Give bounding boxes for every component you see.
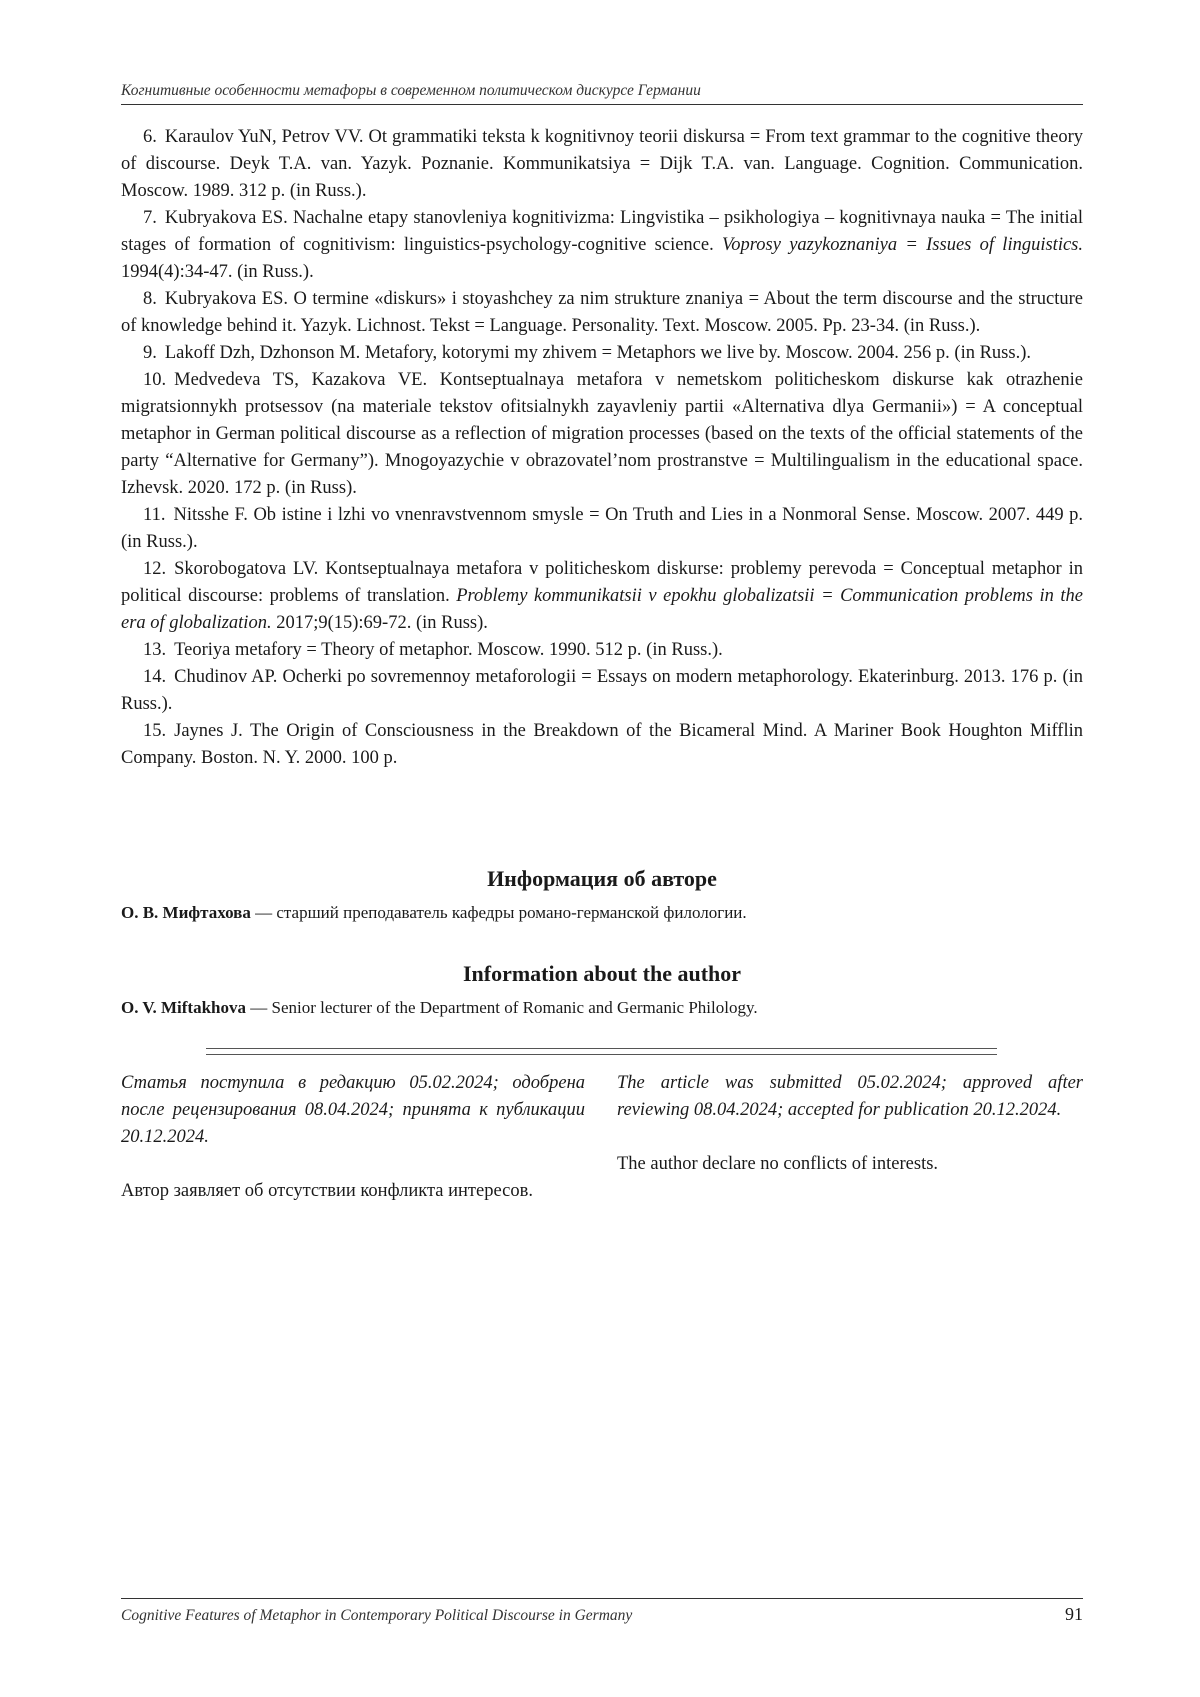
reference-item	[121, 502, 1083, 556]
reference-item	[121, 205, 1083, 286]
reference-number: 13.	[143, 640, 167, 660]
reference-details: 1994(4):34-47. (in Russ.).	[121, 262, 314, 282]
conflict-statement-ru: Автор заявляет об отсутствии конфликта интересов.	[121, 1181, 533, 1201]
author-name-en: O. V. Miftakhova	[121, 998, 247, 1017]
running-head: Когнитивные особенности метафоры в современном политическом дискурсе Германии	[121, 78, 1083, 105]
reference-item	[121, 637, 1083, 664]
reference-item	[121, 718, 1083, 772]
reference-number: 8.	[143, 289, 157, 309]
reference-item	[121, 556, 1083, 637]
author-info-heading-en: Information about the author	[462, 961, 742, 986]
reference-item	[121, 340, 1083, 367]
reference-text: Medvedeva TS, Kazakova VE. Kontseptualnaya metafora v nemetskom politicheskom diskurse kak otrazhenie migratsionnykh protsessov (na materiale tekstov ofitsialnykh zayavleniy partii «Alternativa dlya Germanii») = A conceptual metaphor in German political discourse as a reflection of migration processes (based on the texts of the official statements of the party “Alternative for Germany”). Mnogoyazychie v obrazovatel’nom prostranstve = Multilingualism in the educational space. Izhevsk. 2020. 172 p. (in Russ).	[121, 370, 1083, 498]
conflict-statement-en: The author declare no conflicts of interests.	[617, 1154, 939, 1174]
reference-number: 9.	[143, 343, 157, 363]
reference-text: Karaulov YuN, Petrov VV. Ot grammatiki teksta k kognitivnoy teorii diskursa = From text grammar to the cognitive theory of discourse. Deyk T.A. van. Yazyk. Poznanie. Kommunikatsiya = Dijk T.A. van. Language. Cognition. Communication. Moscow. 1989. 312 p. (in Russ.).	[121, 127, 1083, 201]
footer-running-title: Cognitive Features of Metaphor in Contemporary Political Discourse in Germany	[121, 1607, 633, 1624]
reference-number: 11.	[143, 505, 166, 525]
author-info-en	[121, 995, 1083, 1021]
reference-text: Kubryakova ES. Nachalne etapy stanovleniya kognitivizma: Lingvistika – psikhologiya – kognitivnaya nauka = The initial stages of formation of cognitivism: linguistics-psychology-cognitive science.	[121, 208, 1083, 255]
reference-text: Jaynes J. The Origin of Consciousness in the Breakdown of the Bicameral Mind. A Mariner Book Houghton Mifflin Company. Boston. N. Y. 2000. 100 p.	[121, 721, 1083, 768]
double-divider	[206, 1048, 997, 1055]
reference-number: 6.	[143, 127, 157, 147]
author-description-ru: — старший преподаватель кафедры романо-германской филологии.	[250, 903, 747, 922]
reference-number: 7.	[143, 208, 157, 228]
reference-source: Voprosy yazykoznaniya = Issues of linguistics.	[722, 235, 1083, 255]
reference-list	[121, 124, 1083, 772]
reference-text: Teoriya metafory = Theory of metaphor. Moscow. 1990. 512 p. (in Russ.).	[174, 640, 723, 660]
reference-number: 14.	[143, 667, 167, 687]
reference-number: 10.	[143, 370, 167, 390]
reference-text: Chudinov AP. Ocherki po sovremennoy metaforologii = Essays on modern metaphorology. Ekaterinburg. 2013. 176 p. (in Russ.).	[121, 667, 1083, 714]
reference-item	[121, 286, 1083, 340]
reference-number: 15.	[143, 721, 167, 741]
submission-dates-en: The article was submitted 05.02.2024; approved after reviewing 08.04.2024; accepted for publication 20.12.2024.	[617, 1073, 1083, 1120]
footer-divider	[121, 1598, 1083, 1599]
submission-dates-ru: Статья поступила в редакцию 05.02.2024; одобрена после рецензирования 08.04.2024; принята к публикации 20.12.2024.	[121, 1073, 585, 1147]
author-name-ru: О. В. Мифтахова	[121, 903, 251, 922]
author-info-heading-ru: Информация об авторе	[487, 866, 717, 891]
reference-text: Skorobogatova LV. Kontseptualnaya metafora v politicheskom diskurse: problemy perevoda = Conceptual metaphor in political discourse: problems of translation.	[121, 559, 1083, 606]
reference-item	[121, 367, 1083, 502]
article-info-en	[617, 1070, 1083, 1178]
author-info-ru	[121, 900, 1083, 926]
reference-item	[121, 124, 1083, 205]
author-description-en: — Senior lecturer of the Department of Romanic and Germanic Philology.	[246, 998, 758, 1017]
page-number: 91	[1065, 1604, 1083, 1624]
reference-details: 2017;9(15):69-72. (in Russ).	[271, 613, 488, 633]
reference-text: Nitsshe F. Ob istine i lzhi vo vnenravstvennom smysle = On Truth and Lies in a Nonmoral Sense. Moscow. 2007. 449 p. (in Russ.).	[121, 505, 1083, 552]
reference-source: Problemy kommunikatsii v epokhu globalizatsii = Communication problems in the era of globalization.	[121, 586, 1083, 633]
reference-number: 12.	[143, 559, 167, 579]
reference-text: Lakoff Dzh, Dzhonson M. Metafory, kotorymi my zhivem = Metaphors we live by. Moscow. 2004. 256 p. (in Russ.).	[164, 343, 1031, 363]
article-info-ru	[121, 1070, 585, 1205]
reference-text: Kubryakova ES. O termine «diskurs» i stoyashchey za nim strukture znaniya = About the term discourse and the structure of knowledge behind it. Yazyk. Lichnost. Tekst = Language. Personality. Text. Moscow. 2005. Pp. 23-34. (in Russ.).	[121, 289, 1083, 336]
reference-item	[121, 664, 1083, 718]
